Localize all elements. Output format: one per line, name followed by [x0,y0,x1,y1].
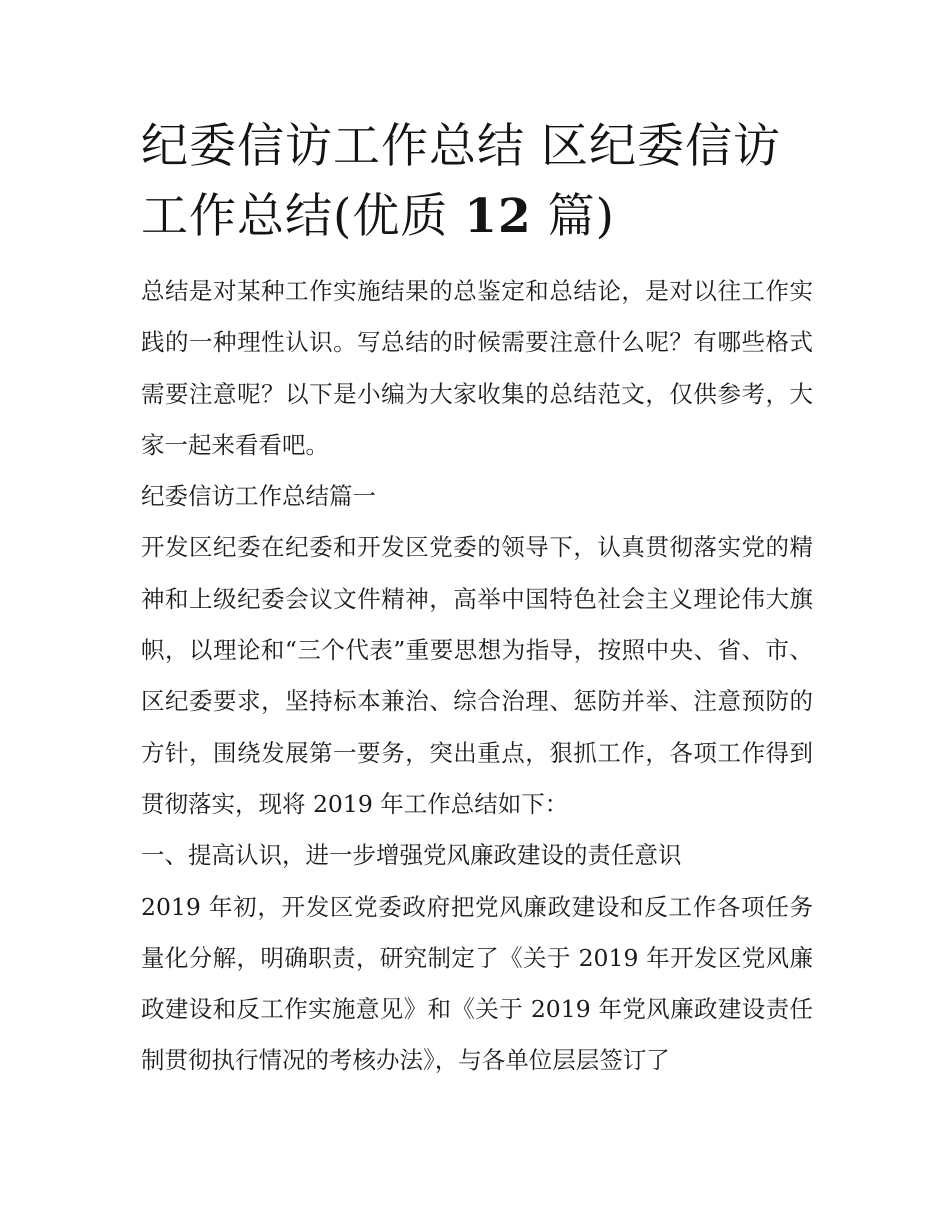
section-heading: 纪委信访工作总结篇一 [141,482,376,511]
body-paragraph: 开发区纪委在纪委和开发区党委的领导下，认真贯彻落实党的精神和上级纪委会议文件精神，高举中国特色社会主义理论伟大旗帜，以理论和“三个代表”重要思想为指导，按照中央、省、市、区纪委要求，坚持标本兼治、综合治理、惩防并举、注意预防的方针，围绕发展第一要务，突出重点，狠抓工作，各项工作得到贯彻落实，现将 2019 年工作总结如下： [141,533,813,818]
body-paragraph: 2019 年初，开发区党委政府把党风廉政建设和反工作各项任务量化分解，明确职责，研究制定了《关于 2019 年开发区党风廉政建设和反工作实施意见》和《关于 2019 年党风廉政建设责任制贯彻执行情况的考核办法》，与各单位层层签订了 [141,892,813,1075]
title-suffix: 篇) [531,189,615,244]
intro-paragraph: 总结是对某种工作实施结果的总鉴定和总结论，是对以往工作实践的一种理性认识。写总结的时候需要注意什么呢？有哪些格式需要注意呢？以下是小编为大家收集的总结范文，仅供参考，大家一起来看看吧。 [141,277,813,459]
title-count: 12 [464,189,532,244]
title-text: 纪委信访工作总结 区纪委信访工作总结(优质 [141,119,781,244]
document-title [141,112,813,252]
subsection-heading: 一、提高认识，进一步增强党风廉政建设的责任意识 [141,841,682,870]
document-body [141,112,813,1087]
